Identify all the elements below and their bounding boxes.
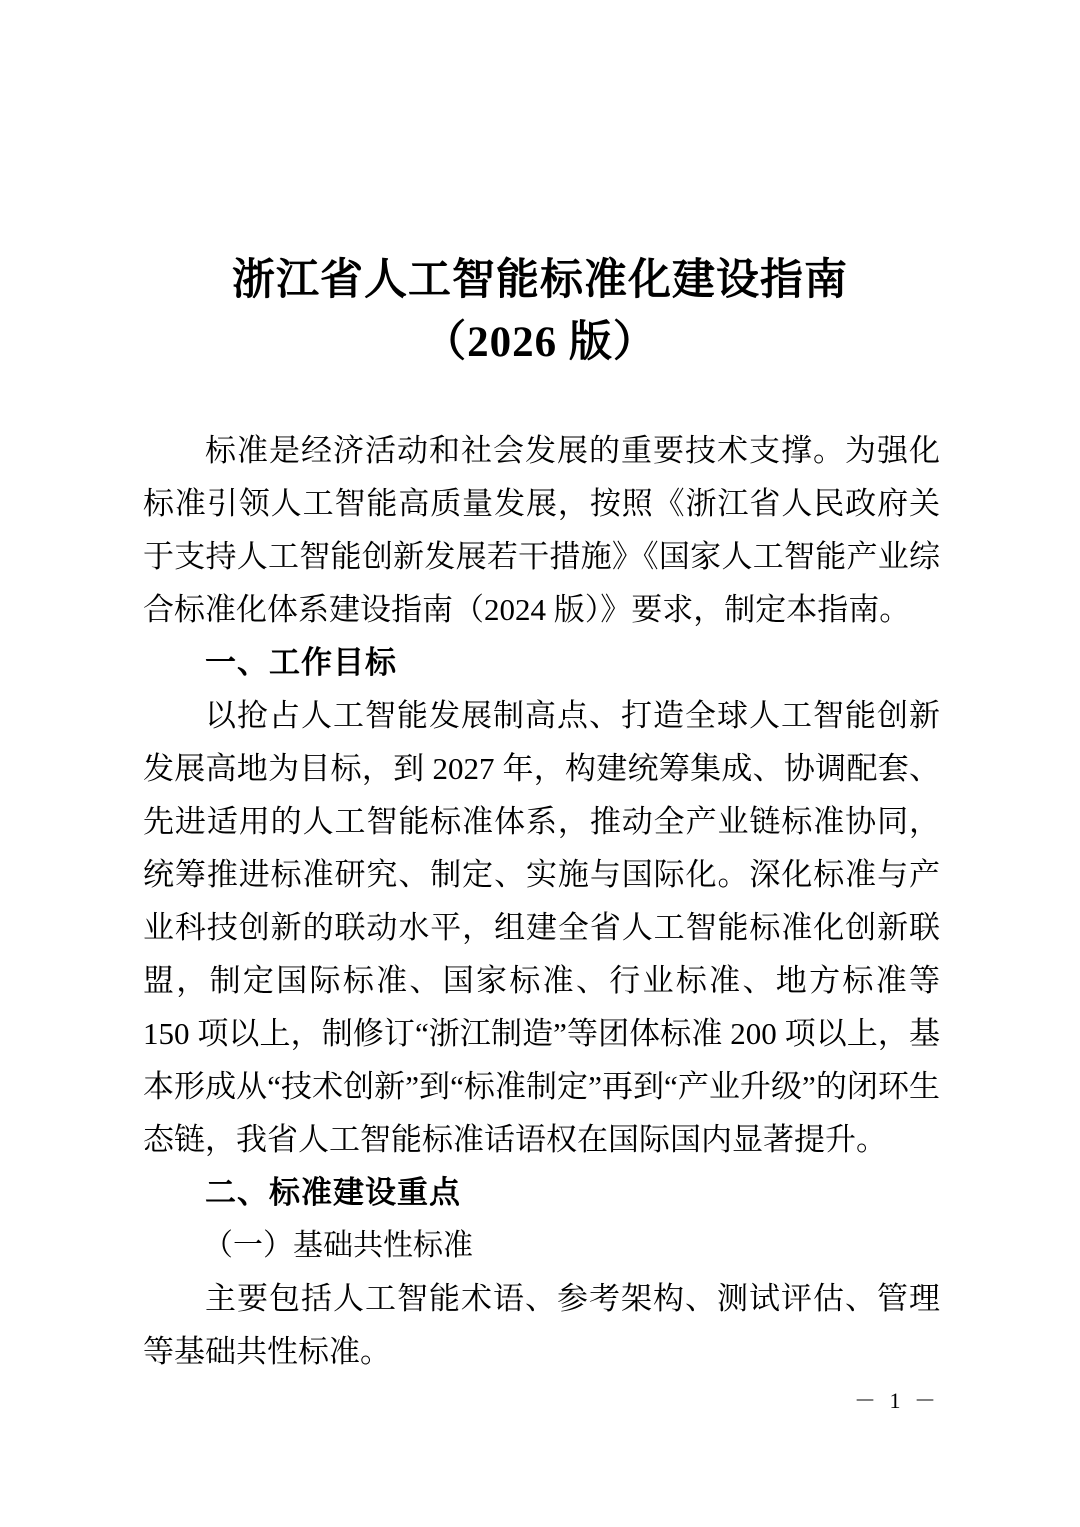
section-2-heading: 二、标准建设重点 <box>205 1175 461 1210</box>
intro-paragraph: 标准是经济活动和社会发展的重要技术支撑。为强化标准引领人工智能高质量发展，按照《浙江省人民政府关于支持人工智能创新发展若干措施》《国家人工智能产业综合标准化体系建设指南（2024 版）》要求，制定本指南。 <box>143 433 940 627</box>
title-line-2: （2026 版） <box>423 319 657 366</box>
section-1-paragraph: 以抢占人工智能发展制高点、打造全球人工智能创新发展高地为目标，到 2027 年，构建统筹集成、协调配套、先进适用的人工智能标准体系，推动全产业链标准协同，统筹推进标准研究、制定、实施与国际化。深化标准与产业科技创新的联动水平，组建全省人工智能标准化创新联盟，制定国际标准、国家标准、行业标准、地方标准等 150 项以上，制修订“浙江制造”等团体标准 200 项以上，基本形成从“技术创新”到“标准制定”再到“产业升级”的闭环生态链，我省人工智能标准话语权在国际国内显著提升。 <box>143 698 940 1157</box>
subsection-1-paragraph: 主要包括人工智能术语、参考架构、测试评估、管理等基础共性标准。 <box>143 1281 940 1369</box>
document-title <box>0 0 1080 374</box>
subsection-1-heading: （一）基础共性标准 <box>203 1229 473 1262</box>
title-line-1: 浙江省人工智能标准化建设指南 <box>232 257 848 304</box>
document-body <box>143 424 940 1378</box>
section-1-heading: 一、工作目标 <box>205 645 397 680</box>
page-number: － 1 － <box>853 1388 940 1413</box>
